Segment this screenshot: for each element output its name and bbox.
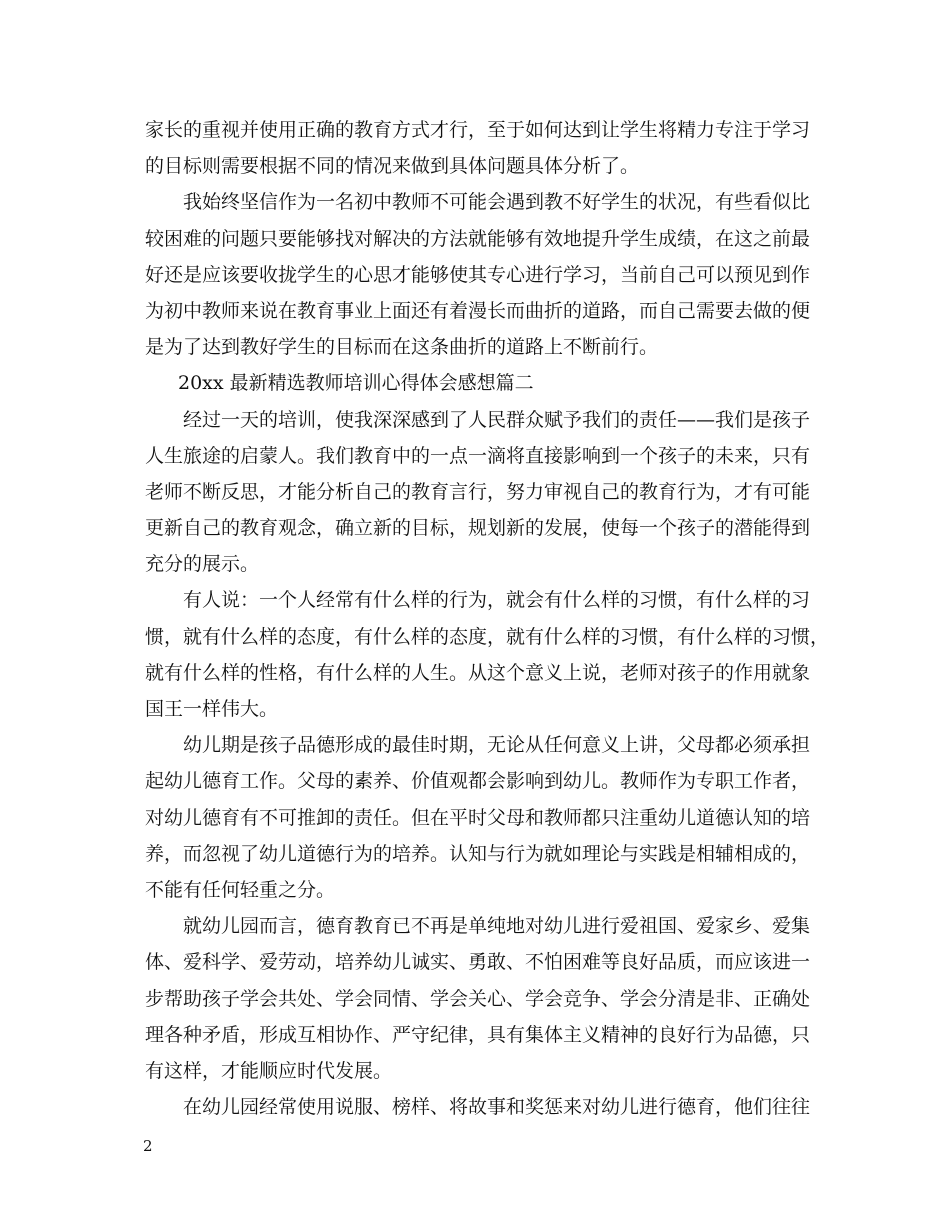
- text-line: 家长的重视并使用正确的教育方式才行，至于如何达到让学生将精力专注于学习: [145, 119, 811, 141]
- paragraph-first-line: 有人说：一个人经常有什么样的行为，就会有什么样的习惯，有什么样的习: [183, 589, 811, 612]
- paragraph-first-line: 我始终坚信作为一名初中教师不可能会遇到教不好学生的状况，有些看似比: [183, 191, 811, 214]
- text-line: 有这样，才能顺应时代发展。: [145, 1059, 393, 1082]
- text-line: 起幼儿德育工作。父母的素养、价值观都会影响到幼儿。教师作为专职工作者，: [145, 770, 811, 793]
- text-line: 养，而忽视了幼儿道德行为的培养。认知与行为就如理论与实践是相辅相成的，: [145, 842, 811, 865]
- text-line: 的目标则需要根据不同的情况来做到具体问题具体分析了。: [145, 155, 640, 178]
- text-line: 不能有任何轻重之分。: [145, 878, 336, 901]
- text-line: 理各种矛盾，形成互相协作、严守纪律，具有集体主义精神的良好行为品德，只: [145, 1023, 811, 1046]
- text-line: 人生旅途的启蒙人。我们教育中的一点一滴将直接影响到一个孩子的未来，只有: [145, 444, 811, 467]
- paragraph-first-line: 幼儿期是孩子品德形成的最佳时期，无论从任何意义上讲，父母都必须承担: [183, 734, 811, 757]
- paragraph-first-line: 在幼儿园经常使用说服、榜样、将故事和奖惩来对幼儿进行德育，他们往往: [183, 1096, 811, 1119]
- text-line: 好还是应该要收拢学生的心思才能够使其专心进行学习，当前自己可以预见到作: [145, 263, 811, 286]
- paragraph-first-line: 经过一天的培训，使我深深感到了人民群众赋予我们的责任——我们是孩子: [183, 408, 811, 431]
- paragraph-first-line: 就幼儿园而言，德育教育已不再是单纯地对幼儿进行爱祖国、爱家乡、爱集: [183, 915, 811, 938]
- text-line: 是为了达到教好学生的目标而在这条曲折的道路上不断前行。: [145, 336, 659, 359]
- text-line: 体、爱科学、爱劳动，培养幼儿诚实、勇敢、不怕困难等良好品质，而应该进一: [145, 951, 811, 974]
- text-line: 更新自己的教育观念，确立新的目标，规划新的发展，使每一个孩子的潜能得到: [145, 517, 811, 540]
- text-line: 较困难的问题只要能够找对解决的方法就能够有效地提升学生成绩，在这之前最: [145, 227, 811, 250]
- text-line: 就有什么样的性格，有什么样的人生。从这个意义上说，老师对孩子的作用就象: [145, 661, 811, 684]
- text-line: 对幼儿德育有不可推卸的责任。但在平时父母和教师都只注重幼儿道德认知的培: [145, 806, 811, 829]
- document-body: [145, 112, 830, 1125]
- text-line: 充分的展示。: [145, 553, 260, 576]
- page-number: 2: [143, 1137, 153, 1155]
- text-line: 步帮助孩子学会共处、学会同情、学会关心、学会竞争、学会分清是非、正确处: [145, 987, 811, 1010]
- text-line: 国王一样伟大。: [145, 698, 279, 720]
- text-line: 为初中教师来说在教育事业上面还有着漫长而曲折的道路，而自己需要去做的便: [145, 299, 811, 322]
- text-line: 老师不断反思，才能分析自己的教育言行，努力审视自己的教育行为，才有可能: [145, 480, 811, 503]
- text-line: 惯，就有什么样的态度，有什么样的态度，就有什么样的习惯，有什么样的习惯，: [145, 625, 830, 648]
- section-heading: 20xx 最新精选教师培训心得体会感想篇二: [178, 372, 534, 395]
